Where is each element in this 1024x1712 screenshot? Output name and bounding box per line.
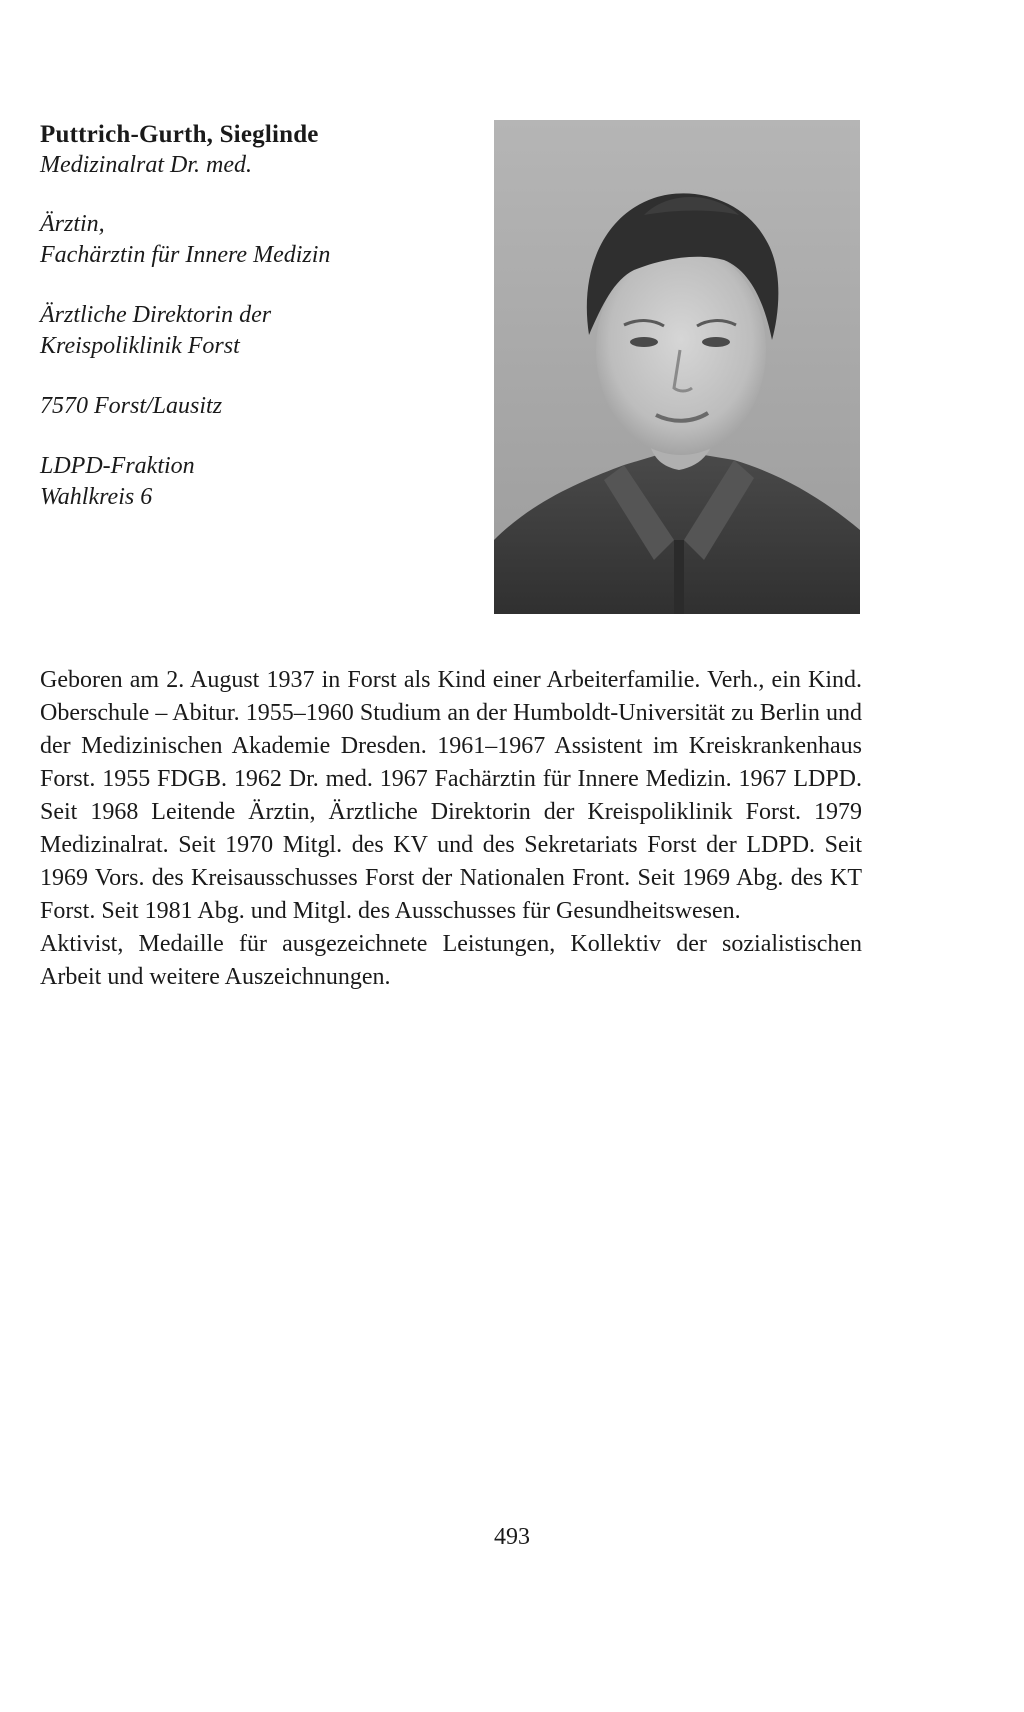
- entry-header: [40, 120, 460, 513]
- biography: [40, 664, 862, 994]
- portrait-photo: [494, 120, 860, 614]
- person-title: Medizinalrat Dr. med.: [40, 152, 252, 178]
- page-number: 493: [494, 1524, 530, 1550]
- position-line-2: Kreispoliklinik Forst: [40, 333, 240, 359]
- portrait-illustration: [494, 120, 860, 614]
- profession-line-1: Ärztin,: [40, 211, 105, 237]
- fraction-line-2: Wahlkreis 6: [40, 484, 153, 510]
- profession-line-2: Fachärztin für Innere Medizin: [40, 242, 331, 268]
- biography-paragraph-2: Aktivist, Medaille für ausgezeichnete Leistungen, Kollektiv der sozialistischen Arbeit und weitere Auszeichnungen.: [40, 931, 862, 990]
- biography-paragraph-1: Geboren am 2. August 1937 in Forst als Kind einer Arbeiterfamilie. Verh., ein Kind. Oberschule – Abitur. 1955–1960 Studium an der Humboldt-Universität zu Berlin und der Medizinischen Akademie Dresden. 1961–1967 Assistent im Kreiskrankenhaus Forst. 1955 FDGB. 1962 Dr. med. 1967 Fachärztin für Innere Medizin. 1967 LDPD. Seit 1968 Leitende Ärztin, Ärztliche Direktorin der Kreispoliklinik Forst. 1979 Medizinalrat. Seit 1970 Mitgl. des KV und des Sekretariats Forst der LDPD. Seit 1969 Vors. des Kreisausschusses Forst der Nationalen Front. Seit 1969 Abg. des KT Forst. Seit 1981 Abg. und Mitgl. des Ausschusses für Gesundheitswesen.: [40, 667, 862, 924]
- address: 7570 Forst/Lausitz: [40, 393, 223, 419]
- fraction-line-1: LDPD-Fraktion: [40, 453, 195, 479]
- person-name: Puttrich-Gurth, Sieglinde: [40, 121, 319, 148]
- position-line-1: Ärztliche Direktorin der: [40, 302, 272, 328]
